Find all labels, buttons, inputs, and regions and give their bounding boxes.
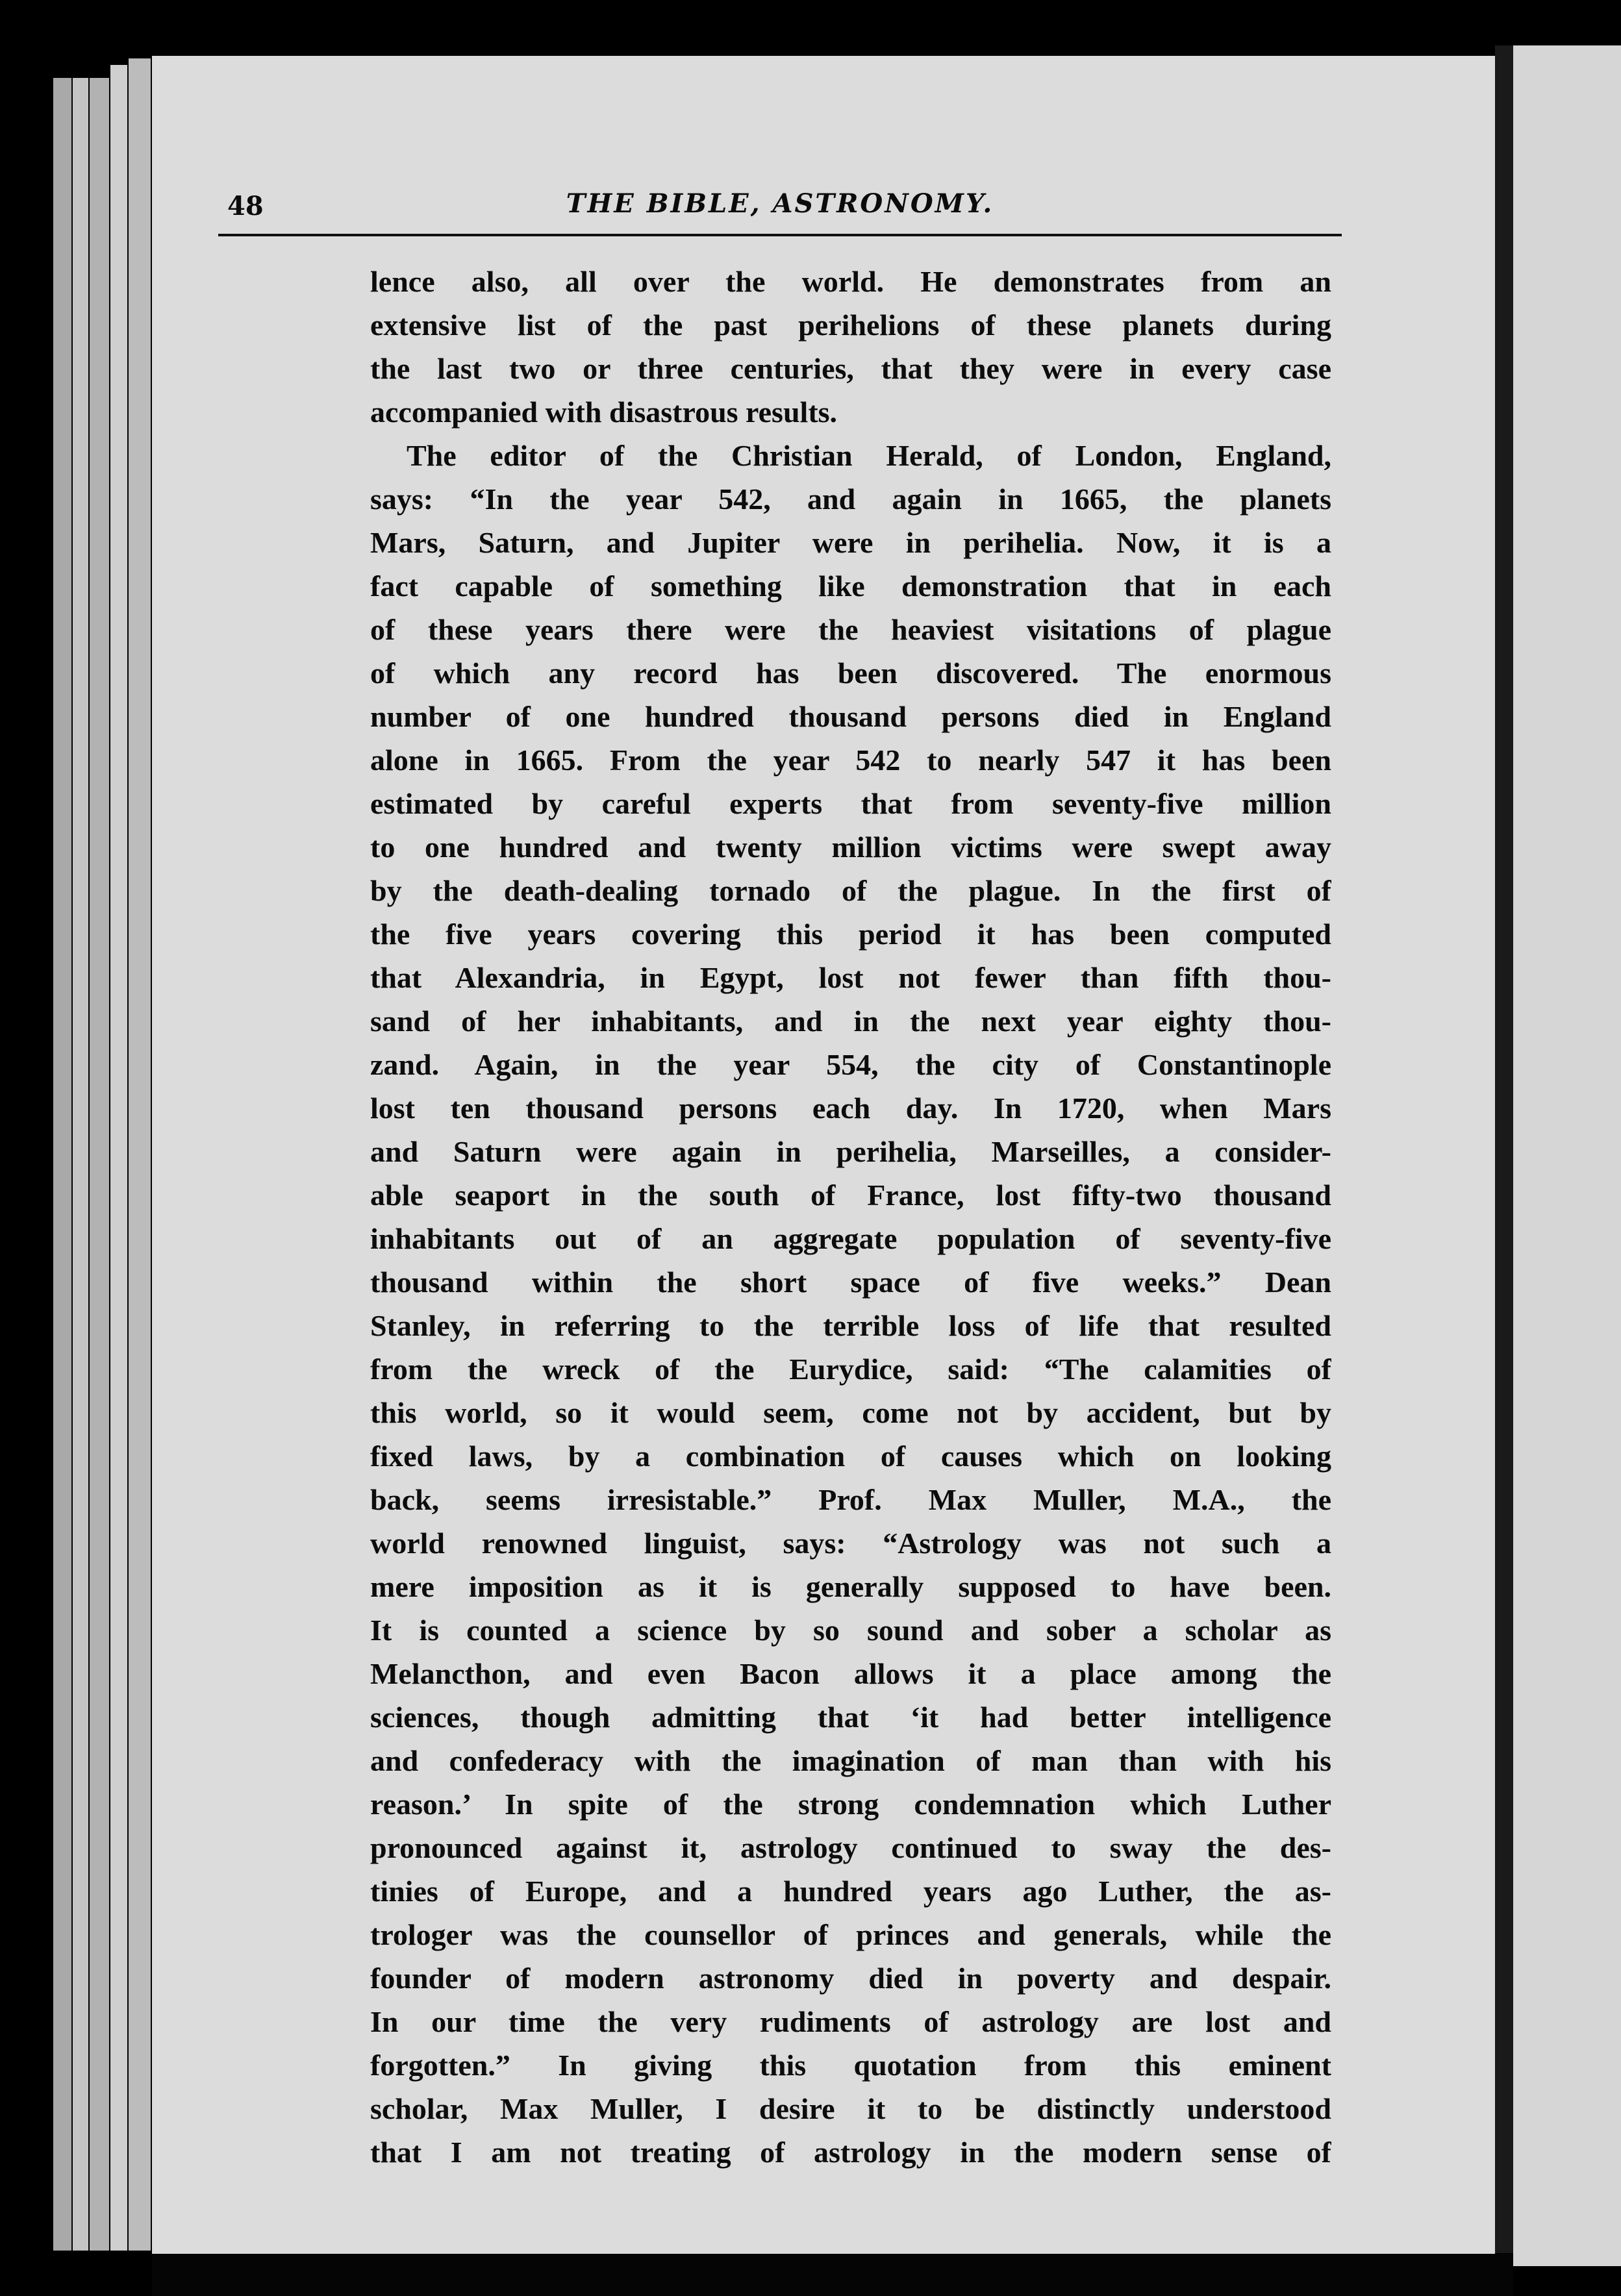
text-line: thousand within the short space of five weeks.” Dean (370, 1266, 1331, 1299)
text-line: that Alexandria, in Egypt, lost not fewer than fifth thou- (370, 961, 1331, 994)
facing-page (1513, 45, 1621, 2266)
text-line: and confederacy with the imagination of man than with his (370, 1744, 1331, 1777)
text-line: able seaport in the south of France, lost fifty-two thousand (370, 1179, 1331, 1212)
page-edge (53, 78, 71, 2251)
text-line: and Saturn were again in perihelia, Marseilles, a consider- (370, 1135, 1331, 1168)
text-line: forgotten.” In giving this quotation from this eminent (370, 2049, 1331, 2082)
gutter-shadow (1495, 45, 1513, 2253)
text-line: sciences, though admitting that ‘it had better intelligence (370, 1701, 1331, 1734)
text-line: lost ten thousand persons each day. In 1720, when Mars (370, 1092, 1331, 1125)
text-line: inhabitants out of an aggregate population of seventy-five (370, 1222, 1331, 1255)
text-line: estimated by careful experts that from seventy-five million (370, 787, 1331, 820)
text-line: zand. Again, in the year 554, the city of Constantinople (370, 1048, 1331, 1081)
text-line: the last two or three centuries, that they were in every case (370, 352, 1331, 385)
text-line: The editor of the Christian Herald, of London, England, (407, 439, 1331, 472)
text-line: world renowned linguist, says: “Astrology was not such a (370, 1527, 1331, 1560)
page-edge (129, 58, 151, 2251)
text-line: In our time the very rudiments of astrology are lost and (370, 2005, 1331, 2038)
page-edge (90, 78, 109, 2251)
page-edge (73, 78, 88, 2251)
text-line: extensive list of the past perihelions of these planets during (370, 308, 1331, 342)
text-line: accompanied with disastrous results. (370, 395, 838, 429)
text-line: sand of her inhabitants, and in the next year eighty thou- (370, 1004, 1331, 1038)
text-line: founder of modern astronomy died in poverty and despair. (370, 1962, 1331, 1995)
text-line: fixed laws, by a combination of causes which on looking (370, 1440, 1331, 1473)
body-text (370, 260, 1331, 2174)
page-edge (110, 65, 127, 2251)
text-line: back, seems irresistable.” Prof. Max Muller, M.A., the (370, 1483, 1331, 1516)
text-line: fact capable of something like demonstration that in each (370, 569, 1331, 603)
text-line: this world, so it would seem, come not by accident, but by (370, 1396, 1331, 1429)
text-line: reason.’ In spite of the strong condemnation which Luther (370, 1788, 1331, 1821)
text-line: of which any record has been discovered. The enormous (370, 656, 1331, 690)
text-line: the five years covering this period it has been computed (370, 917, 1331, 951)
text-line: by the death-dealing tornado of the plague. In the first of (370, 874, 1331, 907)
text-line: lence also, all over the world. He demonstrates from an (370, 265, 1331, 298)
text-line: Stanley, in referring to the terrible loss of life that resulted (370, 1309, 1331, 1342)
text-line: says: “In the year 542, and again in 1665, the planets (370, 482, 1331, 516)
text-line: from the wreck of the Eurydice, said: “The calamities of (370, 1353, 1331, 1386)
text-line: tinies of Europe, and a hundred years ago Luther, the as- (370, 1875, 1331, 1908)
text-line: Melancthon, and even Bacon allows it a place among the (370, 1657, 1331, 1690)
text-line: alone in 1665. From the year 542 to nearly 547 it has been (370, 743, 1331, 777)
text-line: It is counted a science by so sound and sober a scholar as (370, 1614, 1331, 1647)
page-header (218, 182, 1342, 236)
text-line: scholar, Max Muller, I desire it to be distinctly understood (370, 2092, 1331, 2125)
text-line: to one hundred and twenty million victims were swept away (370, 830, 1331, 864)
text-line: trologer was the counsellor of princes and generals, while the (370, 1918, 1331, 1951)
running-title: THE BIBLE, ASTRONOMY. (566, 188, 994, 219)
text-line: pronounced against it, astrology continued to sway the des- (370, 1831, 1331, 1864)
text-line: Mars, Saturn, and Jupiter were in perihelia. Now, it is a (370, 526, 1331, 559)
text-line: mere imposition as it is generally supposed to have been. (370, 1570, 1331, 1603)
text-line: number of one hundred thousand persons died in England (370, 700, 1331, 733)
page-number: 48 (227, 191, 264, 221)
bottom-border (152, 2254, 1513, 2296)
text-line: of these years there were the heaviest visitations of plague (370, 613, 1331, 646)
text-line: that I am not treating of astrology in the modern sense of (370, 2136, 1331, 2169)
